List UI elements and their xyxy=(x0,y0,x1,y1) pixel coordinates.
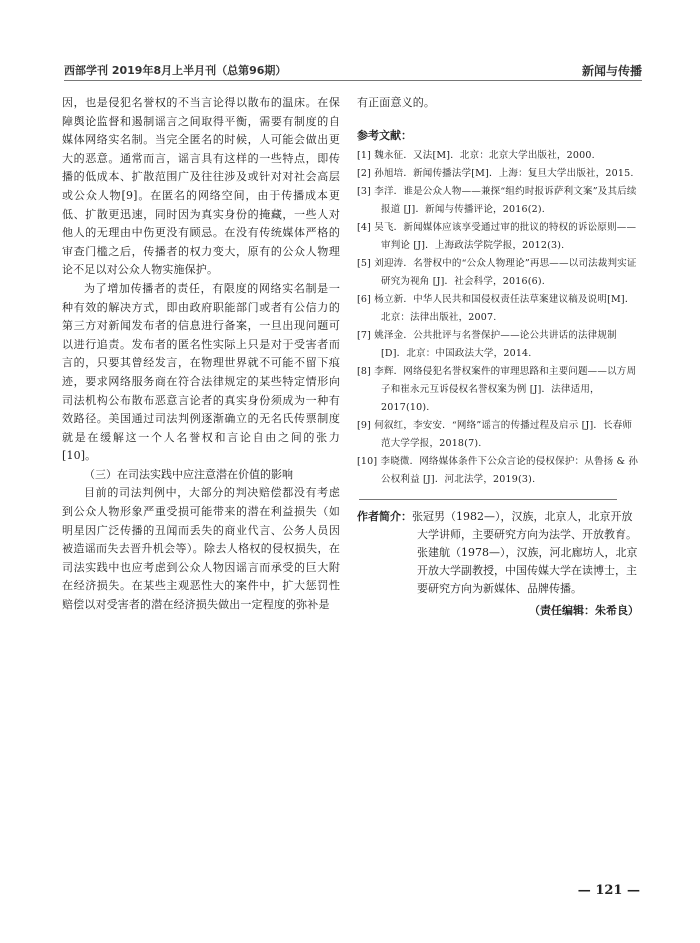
reference-item: [6] 杨立新．中华人民共和国侵权责任法草案建议稿及说明[M]．北京：法律出版社，2007. xyxy=(357,294,635,324)
author-bio-2: 张建航（1978—），汉族，河北廊坊人，北京开放大学副教授，中国传媒大学在读博士，主要研究方向为新媒体、品牌传播。 xyxy=(417,546,638,596)
section-title: 新闻与传播 xyxy=(581,64,642,78)
reference-item: [3] 李洋．谁是公众人物——兼探“组约时报诉萨利文案”及其后续报道 [J]．新闻与传播评论，2016(2). xyxy=(357,186,637,216)
author-bio-1 xyxy=(357,508,639,544)
reference-item: [9] 何叙红，李安安．“网络”谣言的传播过程及启示 [J]．长春师范大学学报，2018(7). xyxy=(357,420,633,450)
continuation-text: 有正面意义的。 xyxy=(357,96,436,109)
header-rule xyxy=(64,80,642,81)
author-label: 作者简介： xyxy=(357,510,412,524)
right-column xyxy=(357,94,639,621)
reference-item: [2] 孙旭培．新闻传播法学[M]．上海：复旦大学出版社，2015. xyxy=(357,168,634,180)
reference-item: [5] 刘迎涛．名誉权中的“公众人物理论”再思——以司法裁判实证研究为视角 [J]．社会科学，2016(6). xyxy=(357,258,637,288)
body-paragraph-2: 为了增加传播者的责任，有限度的网络实名制是一种有效的解决方式，即由政府职能部门或者有公信力的第三方对新闻发布者的信息进行备案，一旦出现问题可以进行追责。发布者的匿名性实际上只是对于受害者而言的，只要其曾经发言，在物理世界就不可能不留下痕迹，要求网络服务商在符合法律规定的某些特定情形向司法机构公布散布恶意言论者的真实身份须成为一种有效路径。美国通过司法判例逐渐确立的无名氏传票制度就是在缓解这一个人名誉权和言论自由之间的张力[10]。 xyxy=(62,281,340,463)
page-number: — 121 — xyxy=(577,883,640,898)
page-header xyxy=(64,60,642,78)
left-column xyxy=(62,94,340,615)
reference-item: [10] 李晓微．网络媒体条件下公众言论的侵权保护：从鲁扬 & 孙公权利益 [J]．河北法学，2019(3). xyxy=(357,456,639,486)
reference-list xyxy=(357,147,639,489)
reference-item: [8] 李辉．网络侵犯名誉权案件的审理思路和主要问题——以方周子和崔永元互诉侵权名誉权案为例 [J]．法律适用，2017(10). xyxy=(357,366,637,414)
author-divider xyxy=(359,499,617,500)
reference-item: [1] 魏永征．又法[M]．北京：北京大学出版社，2000. xyxy=(357,150,595,162)
body-paragraph-3: 目前的司法判例中，大部分的判决赔偿都没有考虑到公众人物形象严重受损可能带来的潜在利益损失（如明星因广泛传播的丑闻而丢失的商业代言、公务人员因被造谣而失去晋升机会等）。除去人格权的侵权损失，在司法实践中也应考虑到公众人物因谣言而承受的巨大附在经济损失。在某些主观恶性大的案件中，扩大惩罚性赔偿以对受害者的潜在经济损失做出一定程度的弥补是 xyxy=(62,486,340,612)
references-title: 参考文献： xyxy=(357,128,412,142)
journal-title: 西部学刊 2019年8月上半月刊（总第96期） xyxy=(64,64,287,77)
section-heading: （三）在司法实践中应注意潜在价值的影响 xyxy=(84,467,293,481)
body-paragraph-1: 因，也是侵犯名誉权的不当言论得以散布的温床。在保障舆论监督和遏制谣言之间取得平衡，需要有制度的自媒体网络实名制。当完全匿名的时候，人可能会做出更大的恶意。通常而言，谣言具有这样的一些特点，即传播的低成本、扩散范围广及往往涉及或针对对社会高层或公众人物[9]。在匿名的网络空间，由于传播成本更低、扩散更迅速，同时因为真实身份的掩藏，一些人对他人的无理由中伤更没有顾忌。在没有传统媒体严格的审查门槛之后，传播者的权力变大，原有的公众人物理论不足以对公众人物实施保护。 xyxy=(62,96,340,277)
reference-item: [4] 吴飞．新闻媒体应该享受通过审的批议的特权的诉讼原则——审判论 [J]．上海政法学院学报，2012(3). xyxy=(357,222,637,252)
author-1-text: 张冠男（1982—），汉族，北京人，北京开放大学讲师，主要研究方向为法学、开放教育。 xyxy=(412,510,637,542)
editor-note: （责任编辑：朱希良） xyxy=(529,604,639,618)
reference-item: [7] 姚泽金．公共批评与名誉保护——论公共讲话的法律规制 [D]．北京：中国政法大学，2014. xyxy=(357,330,617,360)
